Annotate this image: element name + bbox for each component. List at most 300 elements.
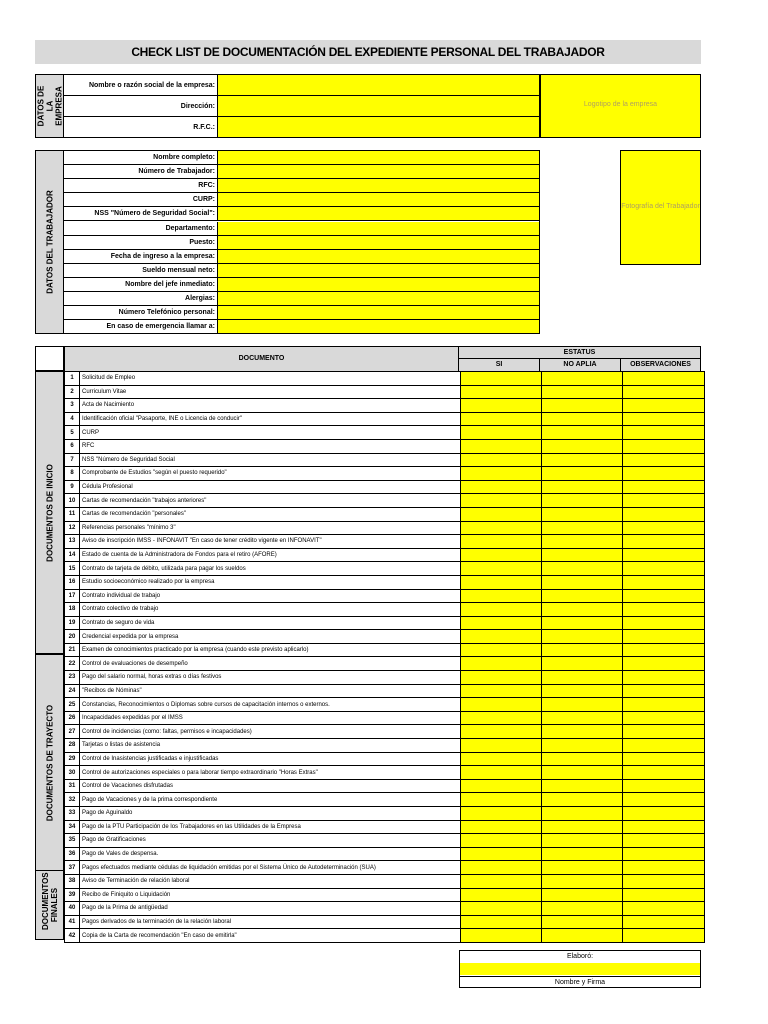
table-row: [65, 847, 705, 861]
cell-observaciones[interactable]: [623, 548, 705, 562]
trabajador-field-label: CURP:: [64, 193, 218, 207]
empresa-field-label: R.F.C.:: [64, 117, 218, 138]
table-row: [65, 671, 705, 685]
doc-name: Pago de Vacaciones y de la prima correspondiente: [80, 793, 461, 807]
cell-si[interactable]: [461, 589, 542, 603]
cell-observaciones[interactable]: [623, 439, 705, 453]
cell-observaciones[interactable]: [623, 657, 705, 671]
cell-si[interactable]: [461, 929, 542, 943]
cell-si[interactable]: [461, 575, 542, 589]
cell-observaciones[interactable]: [623, 412, 705, 426]
cell-observaciones[interactable]: [623, 752, 705, 766]
cell-no-aplica[interactable]: [542, 657, 623, 671]
cell-no-aplica[interactable]: [542, 412, 623, 426]
table-row: [65, 385, 705, 399]
doc-number: 30: [65, 766, 80, 780]
cell-si[interactable]: [461, 399, 542, 413]
cell-observaciones[interactable]: [623, 779, 705, 793]
doc-name: Referencias personales "mínimo 3": [80, 521, 461, 535]
cell-no-aplica[interactable]: [542, 589, 623, 603]
doc-name: Acta de Nacimiento: [80, 399, 461, 413]
table-row: [65, 616, 705, 630]
doc-number: 39: [65, 888, 80, 902]
cell-no-aplica[interactable]: [542, 535, 623, 549]
cell-si[interactable]: [461, 480, 542, 494]
table-row: [65, 766, 705, 780]
table-row: [65, 888, 705, 902]
table-row: [65, 439, 705, 453]
doc-name: NSS "Número de Seguridad Social: [80, 453, 461, 467]
trabajador-field-input[interactable]: [218, 292, 540, 306]
doc-name: Pago de la PTU Participación de los Trabajadores en las Utilidades de la Empresa: [80, 820, 461, 834]
cell-observaciones[interactable]: [623, 399, 705, 413]
doc-name: Curriculum Vitae: [80, 385, 461, 399]
cell-observaciones[interactable]: [623, 385, 705, 399]
doc-name: Comprobante de Estudios "según el puesto requerido": [80, 467, 461, 481]
cell-si[interactable]: [461, 603, 542, 617]
cell-no-aplica[interactable]: [542, 453, 623, 467]
cell-observaciones[interactable]: [623, 616, 705, 630]
cell-no-aplica[interactable]: [542, 548, 623, 562]
doc-name: Pagos derivados de la terminación de la relación laboral: [80, 915, 461, 929]
cell-no-aplica[interactable]: [542, 861, 623, 875]
cell-observaciones[interactable]: [623, 847, 705, 861]
table-corner: [35, 346, 64, 371]
cell-observaciones[interactable]: [623, 698, 705, 712]
cell-observaciones[interactable]: [623, 562, 705, 576]
doc-name: Identificación oficial "Pasaporte, INE o Licencia de conducir": [80, 412, 461, 426]
trabajador-field-label: En caso de emergencia llamar a:: [64, 320, 218, 334]
doc-name: Copia de la Carta de recomendación "En caso de emitirla": [80, 929, 461, 943]
cell-observaciones[interactable]: [623, 820, 705, 834]
cell-no-aplica[interactable]: [542, 603, 623, 617]
cell-no-aplica[interactable]: [542, 439, 623, 453]
doc-name: Estudio socioeconómico realizado por la empresa: [80, 575, 461, 589]
cell-no-aplica[interactable]: [542, 779, 623, 793]
documents-table: [64, 371, 705, 943]
cell-si[interactable]: [461, 453, 542, 467]
cell-si[interactable]: [461, 711, 542, 725]
cell-si[interactable]: [461, 562, 542, 576]
cell-no-aplica[interactable]: [542, 616, 623, 630]
trabajador-field-label: Fecha de ingreso a la empresa:: [64, 250, 218, 264]
doc-name: Contrato de seguro de vida: [80, 616, 461, 630]
doc-number: 42: [65, 929, 80, 943]
doc-number: 35: [65, 834, 80, 848]
cell-observaciones[interactable]: [623, 874, 705, 888]
doc-number: 24: [65, 684, 80, 698]
cell-observaciones[interactable]: [623, 426, 705, 440]
trabajador-field-label: NSS "Número de Seguridad Social":: [64, 207, 218, 221]
table-row: [65, 657, 705, 671]
group-label-trayecto: [35, 654, 64, 871]
signature-caption: Nombre y Firma: [460, 976, 700, 989]
cell-observaciones[interactable]: [623, 521, 705, 535]
table-row: [65, 412, 705, 426]
group-label-finales: [35, 870, 64, 940]
cell-observaciones[interactable]: [623, 915, 705, 929]
cell-si[interactable]: [461, 494, 542, 508]
doc-number: 29: [65, 752, 80, 766]
cell-si[interactable]: [461, 915, 542, 929]
signature-block: [459, 950, 701, 988]
cell-observaciones[interactable]: [623, 575, 705, 589]
doc-number: 11: [65, 507, 80, 521]
doc-number: 31: [65, 779, 80, 793]
col-si-header: SI: [458, 358, 540, 372]
cell-observaciones[interactable]: [623, 834, 705, 848]
cell-no-aplica[interactable]: [542, 711, 623, 725]
cell-no-aplica[interactable]: [542, 834, 623, 848]
doc-number: 23: [65, 671, 80, 685]
cell-si[interactable]: [461, 902, 542, 916]
table-row: [65, 698, 705, 712]
doc-name: Solicitud de Empleo: [80, 372, 461, 386]
table-row: [65, 399, 705, 413]
cell-no-aplica[interactable]: [542, 807, 623, 821]
cell-observaciones[interactable]: [623, 766, 705, 780]
doc-name: RFC: [80, 439, 461, 453]
cell-si[interactable]: [461, 779, 542, 793]
doc-number: 40: [65, 902, 80, 916]
cell-si[interactable]: [461, 372, 542, 386]
cell-no-aplica[interactable]: [542, 698, 623, 712]
trabajador-field-input[interactable]: [218, 179, 540, 193]
trabajador-field-input[interactable]: [218, 320, 540, 334]
cell-no-aplica[interactable]: [542, 766, 623, 780]
table-row: [65, 874, 705, 888]
group-label-inicio: [35, 371, 64, 654]
cell-no-aplica[interactable]: [542, 399, 623, 413]
logo-placeholder[interactable]: [540, 75, 700, 137]
cell-no-aplica[interactable]: [542, 902, 623, 916]
status-header: ESTATUS: [458, 346, 701, 359]
cell-si[interactable]: [461, 535, 542, 549]
photo-placeholder-text: Fotografía del Trabajador: [621, 203, 700, 210]
doc-number: 36: [65, 847, 80, 861]
table-row: [65, 902, 705, 916]
doc-number: 19: [65, 616, 80, 630]
table-row: [65, 739, 705, 753]
cell-observaciones[interactable]: [623, 603, 705, 617]
cell-no-aplica[interactable]: [542, 725, 623, 739]
col-obs-header: OBSERVACIONES: [620, 358, 701, 372]
cell-no-aplica[interactable]: [542, 793, 623, 807]
trabajador-field-label: Departamento:: [64, 222, 218, 236]
trabajador-field-label: Puesto:: [64, 236, 218, 250]
doc-number: 33: [65, 807, 80, 821]
cell-observaciones[interactable]: [623, 793, 705, 807]
table-row: [65, 453, 705, 467]
trabajador-field-input[interactable]: [218, 165, 540, 179]
cell-si[interactable]: [461, 807, 542, 821]
photo-placeholder[interactable]: [620, 150, 701, 265]
doc-number: 38: [65, 874, 80, 888]
doc-number: 16: [65, 575, 80, 589]
cell-observaciones[interactable]: [623, 711, 705, 725]
trabajador-field-input[interactable]: [218, 151, 540, 165]
cell-no-aplica[interactable]: [542, 467, 623, 481]
cell-si[interactable]: [461, 616, 542, 630]
empresa-field-label: Nombre o razón social de la empresa:: [64, 75, 218, 96]
table-row: [65, 807, 705, 821]
doc-name: Control de Inasistencias justificadas e injustificadas: [80, 752, 461, 766]
doc-name: Cédula Profesional: [80, 480, 461, 494]
trabajador-field-input[interactable]: [218, 207, 540, 221]
doc-number: 1: [65, 372, 80, 386]
cell-no-aplica[interactable]: [542, 507, 623, 521]
doc-number: 18: [65, 603, 80, 617]
section-label-empresa: [35, 74, 64, 138]
table-row: [65, 684, 705, 698]
cell-observaciones[interactable]: [623, 684, 705, 698]
table-row: [65, 521, 705, 535]
section-label-trabajador: [35, 150, 64, 334]
cell-si[interactable]: [461, 793, 542, 807]
cell-si[interactable]: [461, 657, 542, 671]
group-label-inicio-text: DOCUMENTOS DE INICIO: [45, 463, 54, 562]
cell-no-aplica[interactable]: [542, 671, 623, 685]
table-row: [65, 548, 705, 562]
trabajador-field-input[interactable]: [218, 222, 540, 236]
table-row: [65, 426, 705, 440]
cell-no-aplica[interactable]: [542, 847, 623, 861]
doc-number: 12: [65, 521, 80, 535]
empresa-field-label: Dirección:: [64, 96, 218, 117]
doc-number: 4: [65, 412, 80, 426]
cell-no-aplica[interactable]: [542, 385, 623, 399]
doc-name: Control de evaluaciones de desempeño: [80, 657, 461, 671]
doc-number: 22: [65, 657, 80, 671]
doc-name: Pago de la Prima de antigüedad: [80, 902, 461, 916]
doc-name: Examen de conocimientos practicado por la empresa (cuando este previsto aplicarlo): [80, 643, 461, 657]
doc-header: DOCUMENTO: [64, 346, 459, 372]
cell-observaciones[interactable]: [623, 589, 705, 603]
doc-name: Control de incidencias (como: faltas, permisos e incapacidades): [80, 725, 461, 739]
cell-no-aplica[interactable]: [542, 739, 623, 753]
doc-number: 27: [65, 725, 80, 739]
doc-name: Recibo de Finiquito o Liquidación: [80, 888, 461, 902]
section-label-empresa-text: DATOS DE LA EMPRESA: [36, 85, 63, 127]
cell-observaciones[interactable]: [623, 372, 705, 386]
empresa-field-input[interactable]: [218, 75, 540, 96]
trabajador-field-input[interactable]: [218, 250, 540, 264]
section-label-trabajador-text: DATOS DEL TRABAJADOR: [45, 190, 54, 294]
cell-si[interactable]: [461, 766, 542, 780]
doc-name: Pagos efectuados mediante cédulas de liquidación emitidas por el Sistema Único de Autodeterminación (SUA): [80, 861, 461, 875]
doc-name: Pago de Aguinaldo: [80, 807, 461, 821]
cell-si[interactable]: [461, 548, 542, 562]
cell-observaciones[interactable]: [623, 671, 705, 685]
table-row: [65, 630, 705, 644]
table-row: [65, 494, 705, 508]
cell-si[interactable]: [461, 439, 542, 453]
cell-no-aplica[interactable]: [542, 874, 623, 888]
doc-name: Contrato individual de trabajo: [80, 589, 461, 603]
cell-no-aplica[interactable]: [542, 575, 623, 589]
col-noaplica-header: NO APLIA: [539, 358, 621, 372]
table-row: [65, 603, 705, 617]
doc-number: 7: [65, 453, 80, 467]
cell-no-aplica[interactable]: [542, 426, 623, 440]
doc-number: 26: [65, 711, 80, 725]
cell-si[interactable]: [461, 684, 542, 698]
table-row: [65, 779, 705, 793]
doc-name: Pago de Vales de despensa.: [80, 847, 461, 861]
cell-observaciones[interactable]: [623, 630, 705, 644]
table-row: [65, 480, 705, 494]
cell-si[interactable]: [461, 467, 542, 481]
doc-name: Control de autorizaciones especiales o para laborar tiempo extraordinario "Horas Extras": [80, 766, 461, 780]
doc-name: Constancias, Reconocimientos o Diplomas sobre cursos de capacitación internos o externos.: [80, 698, 461, 712]
cell-observaciones[interactable]: [623, 643, 705, 657]
trabajador-field-label: Alergias:: [64, 292, 218, 306]
doc-number: 32: [65, 793, 80, 807]
cell-observaciones[interactable]: [623, 739, 705, 753]
trabajador-field-label: Sueldo mensual neto:: [64, 264, 218, 278]
doc-name: Tarjetas o listas de asistencia: [80, 739, 461, 753]
cell-si[interactable]: [461, 874, 542, 888]
cell-no-aplica[interactable]: [542, 630, 623, 644]
table-row: [65, 562, 705, 576]
doc-number: 10: [65, 494, 80, 508]
cell-no-aplica[interactable]: [542, 480, 623, 494]
cell-no-aplica[interactable]: [542, 684, 623, 698]
doc-name: Cartas de recomendación "trabajos anteriores": [80, 494, 461, 508]
doc-number: 28: [65, 739, 80, 753]
trabajador-field-input[interactable]: [218, 264, 540, 278]
table-row: [65, 589, 705, 603]
table-row: [65, 535, 705, 549]
doc-name: "Recibos de Nóminas": [80, 684, 461, 698]
cell-si[interactable]: [461, 412, 542, 426]
cell-no-aplica[interactable]: [542, 915, 623, 929]
doc-number: 41: [65, 915, 80, 929]
doc-number: 21: [65, 643, 80, 657]
doc-number: 17: [65, 589, 80, 603]
trabajador-field-input[interactable]: [218, 278, 540, 292]
cell-no-aplica[interactable]: [542, 372, 623, 386]
cell-observaciones[interactable]: [623, 807, 705, 821]
cell-si[interactable]: [461, 739, 542, 753]
cell-no-aplica[interactable]: [542, 643, 623, 657]
cell-no-aplica[interactable]: [542, 752, 623, 766]
doc-number: 14: [65, 548, 80, 562]
cell-si[interactable]: [461, 643, 542, 657]
cell-si[interactable]: [461, 847, 542, 861]
cell-si[interactable]: [461, 630, 542, 644]
cell-no-aplica[interactable]: [542, 929, 623, 943]
cell-si[interactable]: [461, 385, 542, 399]
cell-si[interactable]: [461, 725, 542, 739]
empresa-field-input[interactable]: [218, 117, 540, 138]
cell-observaciones[interactable]: [623, 861, 705, 875]
cell-observaciones[interactable]: [623, 507, 705, 521]
table-row: [65, 507, 705, 521]
trabajador-field-label: Número Telefónico personal:: [64, 306, 218, 320]
cell-observaciones[interactable]: [623, 467, 705, 481]
doc-number: 6: [65, 439, 80, 453]
cell-no-aplica[interactable]: [542, 521, 623, 535]
table-row: [65, 793, 705, 807]
cell-si[interactable]: [461, 888, 542, 902]
cell-observaciones[interactable]: [623, 902, 705, 916]
doc-number: 8: [65, 467, 80, 481]
table-row: [65, 372, 705, 386]
table-row: [65, 467, 705, 481]
doc-number: 5: [65, 426, 80, 440]
signature-label: Elaboró:: [566, 953, 594, 960]
empresa-field-input[interactable]: [218, 96, 540, 117]
doc-number: 25: [65, 698, 80, 712]
doc-number: 3: [65, 399, 80, 413]
cell-si[interactable]: [461, 752, 542, 766]
cell-no-aplica[interactable]: [542, 888, 623, 902]
cell-observaciones[interactable]: [623, 929, 705, 943]
trabajador-field-input[interactable]: [218, 306, 540, 320]
cell-observaciones[interactable]: [623, 725, 705, 739]
cell-no-aplica[interactable]: [542, 562, 623, 576]
doc-name: Pago del salario normal, horas extras o días festivos: [80, 671, 461, 685]
cell-observaciones[interactable]: [623, 453, 705, 467]
cell-si[interactable]: [461, 426, 542, 440]
doc-name: Aviso de Terminación de relación laboral: [80, 874, 461, 888]
doc-number: 37: [65, 861, 80, 875]
doc-name: Control de Vacaciones disfrutadas: [80, 779, 461, 793]
cell-si[interactable]: [461, 507, 542, 521]
trabajador-field-label: Nombre del jefe inmediato:: [64, 278, 218, 292]
table-row: [65, 929, 705, 943]
cell-si[interactable]: [461, 834, 542, 848]
table-row: [65, 711, 705, 725]
doc-number: 34: [65, 820, 80, 834]
cell-si[interactable]: [461, 671, 542, 685]
table-row: [65, 861, 705, 875]
cell-no-aplica[interactable]: [542, 820, 623, 834]
table-row: [65, 643, 705, 657]
cell-observaciones[interactable]: [623, 888, 705, 902]
group-label-trayecto-text: DOCUMENTOS DE TRAYECTO: [45, 704, 54, 821]
doc-name: Estado de cuenta de la Administradora de Fondos para el retiro (AFORE): [80, 548, 461, 562]
cell-si[interactable]: [461, 861, 542, 875]
cell-si[interactable]: [461, 820, 542, 834]
table-row: [65, 752, 705, 766]
cell-observaciones[interactable]: [623, 480, 705, 494]
cell-no-aplica[interactable]: [542, 494, 623, 508]
doc-name: Contrato colectivo de trabajo: [80, 603, 461, 617]
doc-number: 15: [65, 562, 80, 576]
table-row: [65, 820, 705, 834]
doc-name: Pago de Gratificaciones: [80, 834, 461, 848]
trabajador-field-input[interactable]: [218, 236, 540, 250]
doc-name: Cartas de recomendación "personales": [80, 507, 461, 521]
cell-si[interactable]: [461, 521, 542, 535]
doc-name: Credencial expedida por la empresa: [80, 630, 461, 644]
table-row: [65, 575, 705, 589]
doc-number: 2: [65, 385, 80, 399]
trabajador-field-input[interactable]: [218, 193, 540, 207]
cell-observaciones[interactable]: [623, 535, 705, 549]
trabajador-field-label: Número de Trabajador:: [64, 165, 218, 179]
doc-name: CURP: [80, 426, 461, 440]
table-row: [65, 725, 705, 739]
doc-name: Aviso de inscripción IMSS - INFONAVIT "En caso de tener crédito vigente en INFONAVIT": [80, 535, 461, 549]
cell-si[interactable]: [461, 698, 542, 712]
signature-field[interactable]: [460, 963, 700, 975]
table-row: [65, 915, 705, 929]
doc-number: 20: [65, 630, 80, 644]
cell-observaciones[interactable]: [623, 494, 705, 508]
